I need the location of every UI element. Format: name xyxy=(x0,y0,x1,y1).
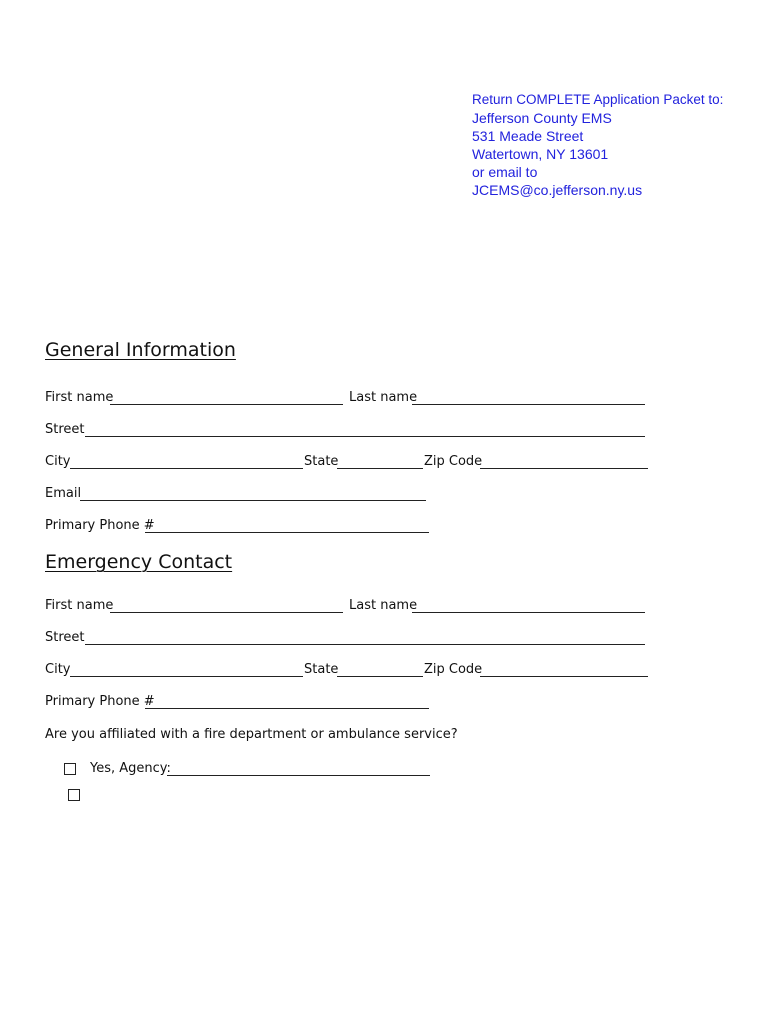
general-street-row xyxy=(45,422,665,442)
phone-label: Primary Phone # xyxy=(45,518,155,533)
general-city-row xyxy=(45,454,665,474)
emergency-last-name-field[interactable] xyxy=(412,612,645,613)
emergency-last-name-label: Last name xyxy=(349,598,418,613)
general-phone-row xyxy=(45,518,665,538)
emergency-city-row xyxy=(45,662,665,682)
first-name-field[interactable] xyxy=(110,404,343,405)
last-name-field[interactable] xyxy=(412,404,645,405)
affiliation-question: Are you affiliated with a fire department or ambulance service? xyxy=(45,727,458,742)
emergency-name-row xyxy=(45,598,665,618)
emergency-street-field[interactable] xyxy=(85,644,645,645)
yes-agency-checkbox[interactable] xyxy=(64,763,76,775)
no-affiliation-checkbox[interactable] xyxy=(68,789,80,801)
organization-name: Jefferson County EMS xyxy=(472,110,612,126)
emergency-phone-row xyxy=(45,694,665,714)
emergency-contact-heading: Emergency Contact xyxy=(45,551,233,573)
emergency-zip-field[interactable] xyxy=(480,676,648,677)
state-label: State xyxy=(304,454,339,469)
state-field[interactable] xyxy=(337,468,423,469)
yes-agency-row xyxy=(90,761,450,781)
emergency-phone-label: Primary Phone # xyxy=(45,694,155,709)
return-address-block xyxy=(472,91,723,199)
city-label: City xyxy=(45,454,71,469)
city-state-zip: Watertown, NY 13601 xyxy=(472,146,609,162)
last-name-label: Last name xyxy=(349,390,418,405)
contact-email: JCEMS@co.jefferson.ny.us xyxy=(472,182,643,198)
emergency-zip-label: Zip Code xyxy=(424,662,483,677)
emergency-phone-field[interactable] xyxy=(145,708,429,709)
general-email-row xyxy=(45,486,665,506)
affiliation-question-row xyxy=(45,727,665,747)
emergency-street-row xyxy=(45,630,665,650)
zip-field[interactable] xyxy=(480,468,648,469)
street-field[interactable] xyxy=(85,436,645,437)
emergency-state-label: State xyxy=(304,662,339,677)
agency-field[interactable] xyxy=(167,775,430,776)
street-label: Street xyxy=(45,422,85,437)
emergency-street-label: Street xyxy=(45,630,85,645)
city-field[interactable] xyxy=(70,468,303,469)
emergency-city-field[interactable] xyxy=(70,676,303,677)
email-instruction: or email to xyxy=(472,164,538,180)
emergency-city-label: City xyxy=(45,662,71,677)
general-name-row xyxy=(45,390,665,410)
email-label: Email xyxy=(45,486,82,501)
phone-field[interactable] xyxy=(145,532,429,533)
general-information-heading: General Information xyxy=(45,339,236,361)
emergency-first-name-label: First name xyxy=(45,598,114,613)
yes-agency-label: Yes, Agency: xyxy=(90,761,171,776)
email-field[interactable] xyxy=(80,500,426,501)
street-address: 531 Meade Street xyxy=(472,128,584,144)
emergency-first-name-field[interactable] xyxy=(110,612,343,613)
zip-label: Zip Code xyxy=(424,454,483,469)
first-name-label: First name xyxy=(45,390,114,405)
return-instruction: Return COMPLETE Application Packet to: xyxy=(472,92,724,107)
emergency-state-field[interactable] xyxy=(337,676,423,677)
